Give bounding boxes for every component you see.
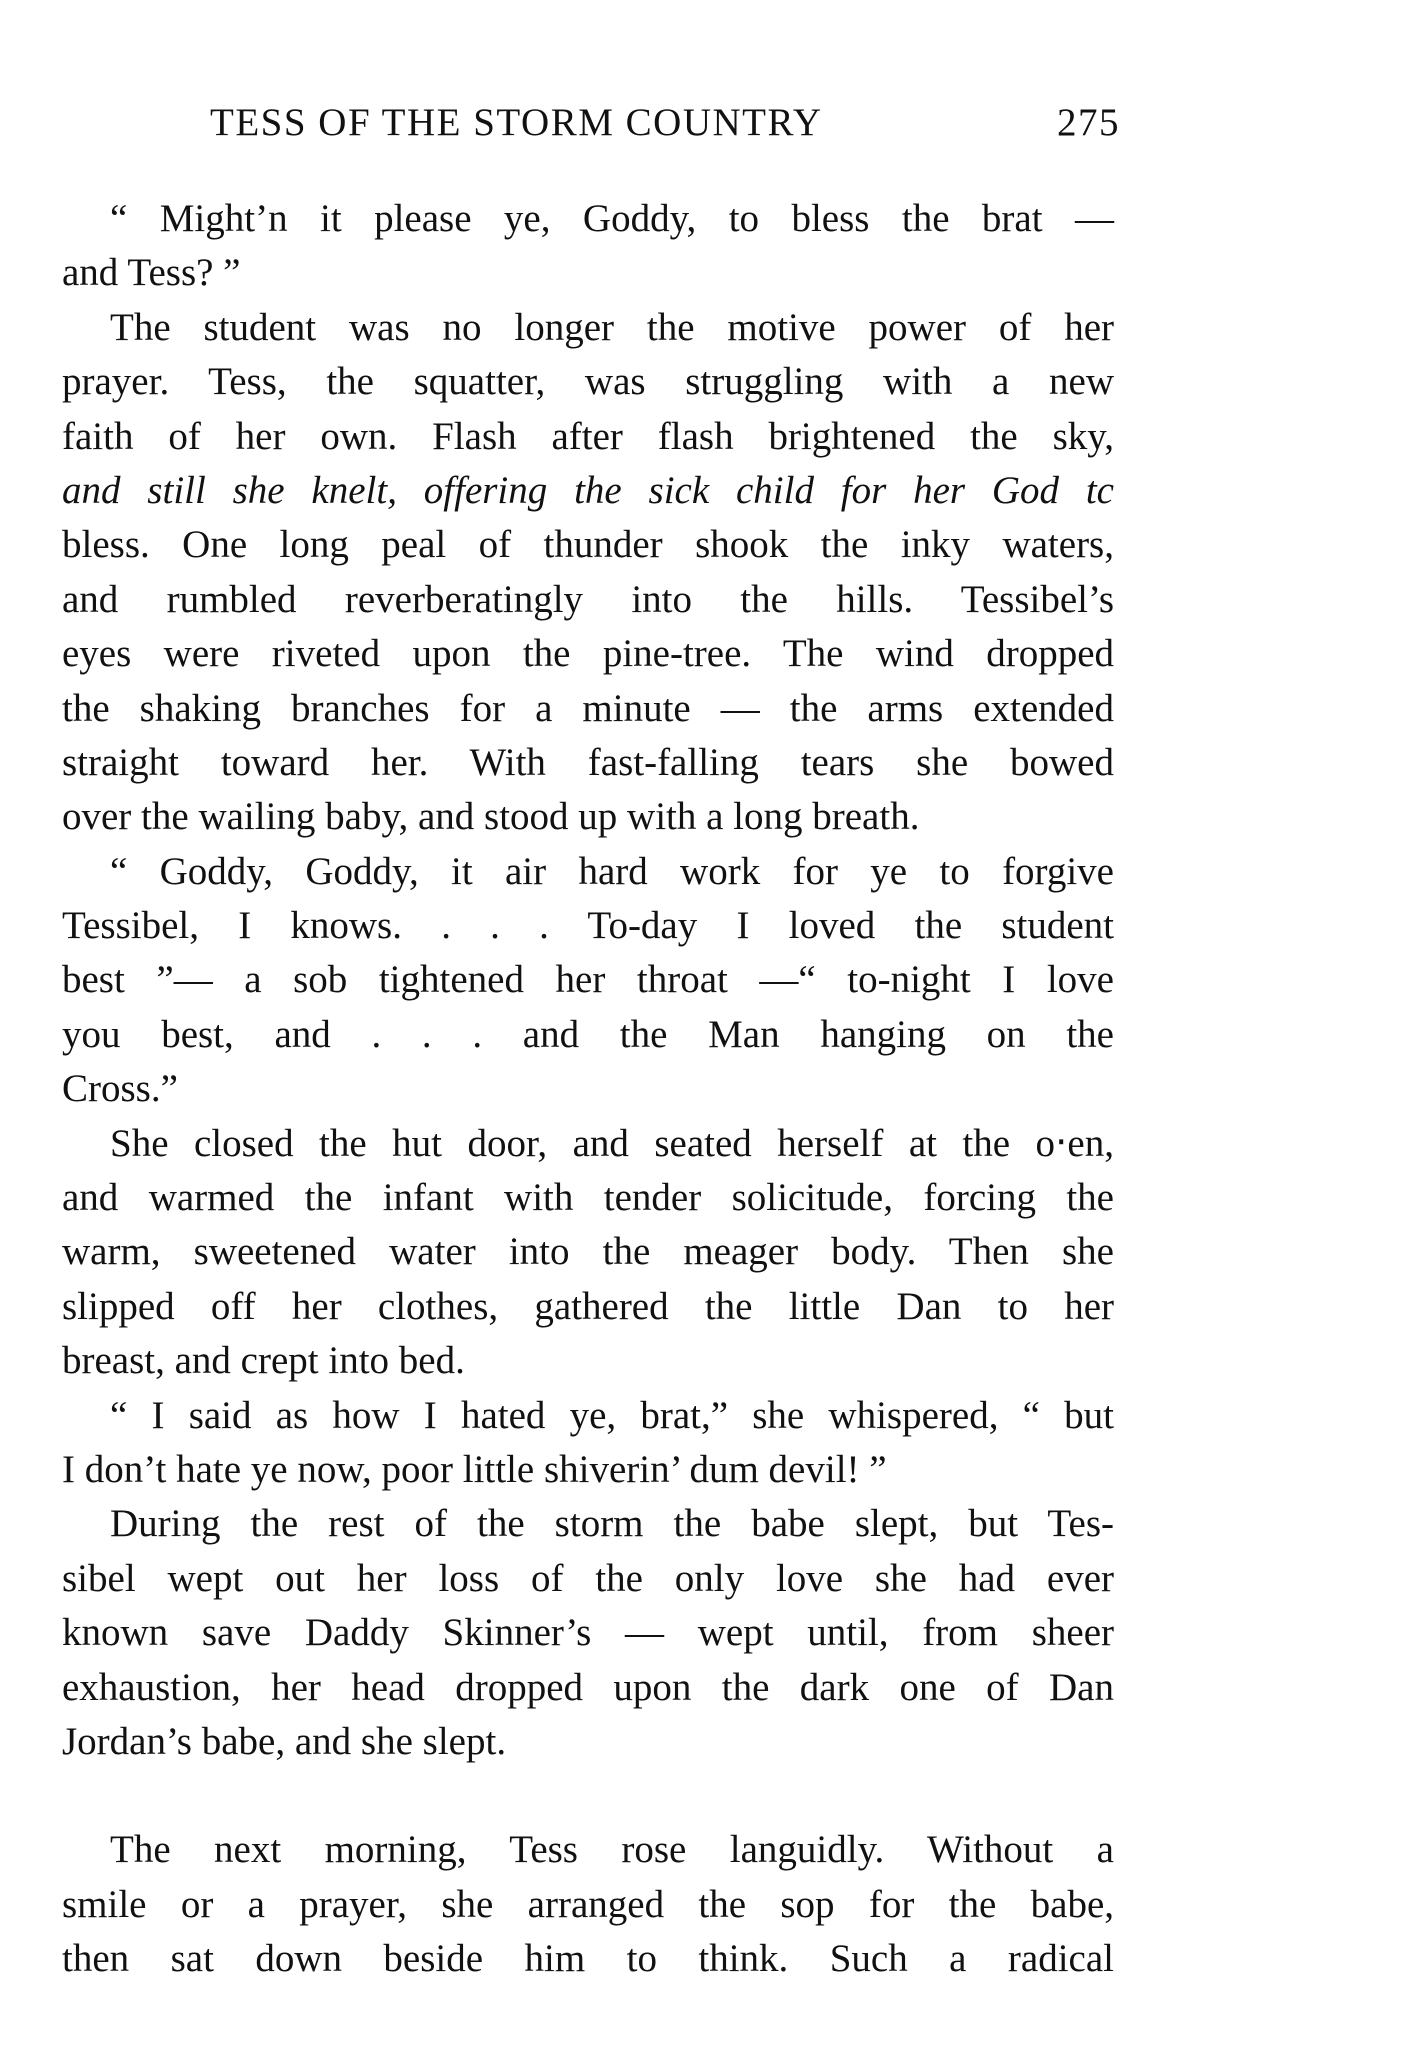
- running-header: [210, 100, 1120, 148]
- text-line: Jordan’s babe, and she slept.: [62, 1719, 507, 1763]
- text-line: “ I said as how I hated ye, brat,” she whispered, “ but: [110, 1393, 1114, 1437]
- text-line: slipped off her clothes, gathered the little Dan to her: [62, 1284, 1114, 1328]
- text-line: She closed the hut door, and seated herself at the o‧en,: [110, 1121, 1114, 1165]
- text-line: breast, and crept into bed.: [62, 1339, 465, 1383]
- text-line: The student was no longer the motive power of her: [110, 305, 1114, 349]
- page-number: 275: [1057, 101, 1120, 144]
- text-line: prayer. Tess, the squatter, was struggling with a new: [62, 360, 1114, 404]
- text-line: Cross.”: [62, 1067, 178, 1111]
- text-line: and warmed the infant with tender solicitude, forcing the: [62, 1176, 1114, 1220]
- text-line: then sat down beside him to think. Such a radical: [62, 1937, 1114, 1981]
- text-line: sibel wept out her loss of the only love she had ever: [62, 1556, 1114, 1600]
- text-line: eyes were riveted upon the pine-tree. The wind dropped: [62, 632, 1114, 676]
- text-line: you best, and . . . and the Man hanging on the: [62, 1012, 1114, 1056]
- text-line: and Tess? ”: [62, 251, 241, 295]
- text-line: over the wailing baby, and stood up with a long breath.: [62, 795, 920, 839]
- text-line: exhaustion, her head dropped upon the dark one of Dan: [62, 1665, 1114, 1709]
- text-line: and rumbled reverberatingly into the hills. Tessibel’s: [62, 577, 1114, 621]
- running-title: TESS OF THE STORM COUNTRY: [210, 101, 823, 144]
- text-line: “ Goddy, Goddy, it air hard work for ye to forgive: [110, 849, 1114, 893]
- text-line: I don’t hate ye now, poor little shiverin’ dum devil! ”: [62, 1447, 887, 1491]
- text-line: best ”— a sob tightened her throat —“ to-night I love: [62, 958, 1114, 1002]
- text-line: Tessibel, I knows. . . . To-day I loved the student: [62, 904, 1114, 948]
- section-break: [62, 1769, 1114, 1823]
- text-line: During the rest of the storm the babe slept, but Tes-: [110, 1502, 1114, 1546]
- text-line: bless. One long peal of thunder shook the inky waters,: [62, 523, 1114, 567]
- text-line: faith of her own. Flash after flash brightened the sky,: [62, 414, 1114, 458]
- text-line: straight toward her. With fast-falling tears she bowed: [62, 740, 1114, 784]
- text-line: and still she knelt, offering the sick child for her God tc: [62, 468, 1114, 512]
- text-line: smile or a prayer, she arranged the sop for the babe,: [62, 1882, 1114, 1926]
- text-line: The next morning, Tess rose languidly. Without a: [110, 1828, 1114, 1872]
- body-text: [62, 192, 1114, 1987]
- text-line: the shaking branches for a minute — the arms extended: [62, 686, 1114, 730]
- text-line: known save Daddy Skinner’s — wept until, from sheer: [62, 1611, 1114, 1655]
- text-line: “ Might’n it please ye, Goddy, to bless the brat —: [110, 197, 1114, 240]
- text-line: warm, sweetened water into the meager body. Then she: [62, 1230, 1114, 1274]
